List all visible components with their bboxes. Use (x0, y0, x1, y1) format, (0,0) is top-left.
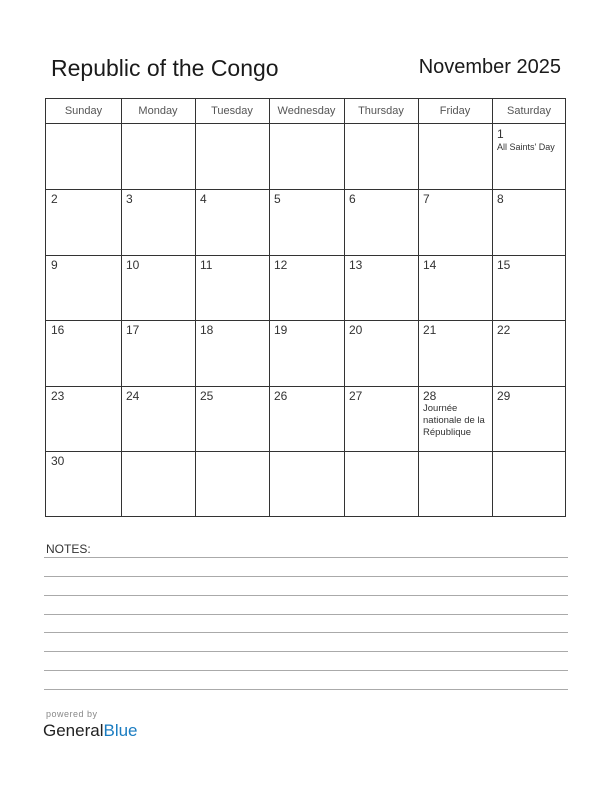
day-cell (46, 320, 121, 386)
day-cell (344, 189, 418, 255)
day-number: 2 (51, 192, 58, 206)
day-cell (492, 255, 566, 320)
day-cell (269, 255, 344, 320)
day-number: 27 (349, 389, 363, 403)
day-cell (492, 451, 566, 517)
month-year-title: November 2025 (418, 56, 561, 78)
weekday-header-saturday: Saturday (506, 105, 552, 117)
day-cell (344, 386, 418, 451)
day-number: 3 (126, 192, 133, 206)
day-number: 1 (497, 127, 504, 141)
day-cell (492, 386, 566, 451)
day-cell (269, 189, 344, 255)
calendar-grid (45, 98, 566, 517)
day-number: 18 (200, 323, 214, 337)
note-line (44, 651, 568, 652)
day-cell (269, 386, 344, 451)
day-number: 24 (126, 389, 140, 403)
day-cell (344, 255, 418, 320)
day-cell (492, 189, 566, 255)
day-number: 26 (274, 389, 288, 403)
day-number: 13 (349, 258, 363, 272)
day-cell (269, 320, 344, 386)
day-cell (344, 124, 418, 189)
weekday-header-row (46, 99, 565, 124)
day-cell (46, 124, 121, 189)
day-cell (46, 255, 121, 320)
day-number: 29 (497, 389, 511, 403)
note-line (44, 557, 568, 558)
day-cell (418, 189, 492, 255)
day-number: 19 (274, 323, 288, 337)
day-number: 17 (126, 323, 140, 337)
day-number: 8 (497, 192, 504, 206)
day-cell (195, 320, 269, 386)
day-number: 12 (274, 258, 288, 272)
day-cell (121, 386, 195, 451)
day-cell (121, 255, 195, 320)
day-cell (46, 189, 121, 255)
day-number: 28 (423, 389, 437, 403)
weekday-header-wednesday: Wednesday (277, 105, 336, 117)
day-cell (418, 386, 492, 451)
day-cell (492, 320, 566, 386)
day-cell (418, 451, 492, 517)
powered-by-text: powered by (46, 709, 98, 719)
brand-blue: Blue (103, 721, 138, 740)
day-number: 21 (423, 323, 437, 337)
day-number: 4 (200, 192, 207, 206)
day-number: 6 (349, 192, 356, 206)
day-number: 25 (200, 389, 214, 403)
day-cell (269, 451, 344, 517)
weekday-header-friday: Friday (439, 105, 471, 117)
day-cell (269, 124, 344, 189)
weekday-header-thursday: Thursday (358, 105, 404, 117)
note-line (44, 632, 568, 633)
day-number: 20 (349, 323, 363, 337)
day-cell (492, 124, 566, 189)
day-number: 10 (126, 258, 140, 272)
day-cell (418, 124, 492, 189)
day-cell (418, 320, 492, 386)
day-number: 11 (200, 258, 213, 272)
note-line (44, 689, 568, 690)
day-number: 14 (423, 258, 437, 272)
day-cell (121, 451, 195, 517)
day-number: 16 (51, 323, 65, 337)
weekday-header-tuesday: Tuesday (211, 105, 253, 117)
day-cell (46, 386, 121, 451)
day-cell (121, 189, 195, 255)
day-cell (195, 189, 269, 255)
note-line (44, 614, 568, 615)
holiday-event: All Saints' Day (497, 142, 555, 152)
day-cell (121, 124, 195, 189)
holiday-event: Journée nationale de la République (423, 403, 485, 438)
day-cell (344, 320, 418, 386)
weekday-header-monday: Monday (138, 105, 178, 117)
day-number: 7 (423, 192, 430, 206)
day-cell (195, 451, 269, 517)
day-cell (344, 451, 418, 517)
day-number: 30 (51, 454, 65, 468)
day-cell (195, 255, 269, 320)
weekday-header-sunday: Sunday (64, 105, 103, 117)
day-number: 9 (51, 258, 58, 272)
generalblue-logo (43, 721, 138, 741)
note-line (44, 670, 568, 671)
brand-general: General (43, 721, 104, 740)
day-number: 5 (274, 192, 281, 206)
day-cell (46, 451, 121, 517)
note-line (44, 595, 568, 596)
notes-label: NOTES: (46, 542, 91, 556)
day-cell (121, 320, 195, 386)
day-number: 23 (51, 389, 65, 403)
day-cell (195, 124, 269, 189)
country-title: Republic of the Congo (51, 55, 279, 81)
day-cell (418, 255, 492, 320)
note-line (44, 576, 568, 577)
day-number: 15 (497, 258, 511, 272)
day-number: 22 (497, 323, 511, 337)
day-cell (195, 386, 269, 451)
